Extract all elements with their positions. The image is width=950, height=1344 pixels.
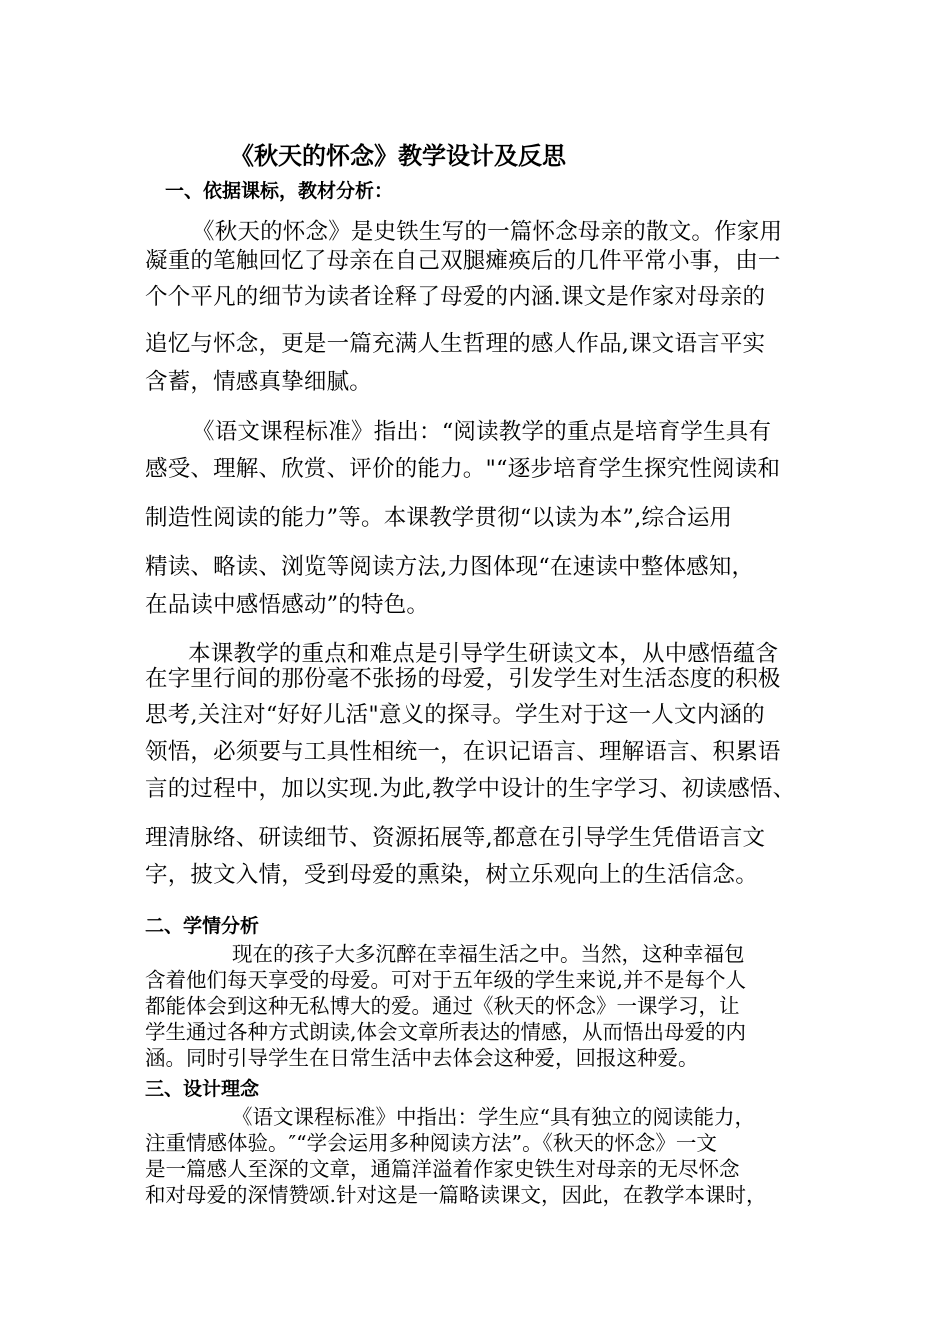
paragraph-line: 都能体会到这种无私博大的爱。通过《秋天的怀念》一课学习，让 [145, 994, 740, 1018]
section-heading-design-philosophy: 三、设计理念 [145, 1078, 260, 1100]
paragraph-line: 含蓄，情感真挚细腻。 [145, 369, 373, 395]
paragraph-line: 言的过程中，加以实现.为此,教学中设计的生字学习、初读感悟、 [145, 776, 796, 802]
paragraph-line: 是一篇感人至深的文章，通篇洋溢着作家史铁生对母亲的无尽怀念 [145, 1157, 740, 1181]
paragraph-line: 《秋天的怀念》是史铁生写的一篇怀念母亲的散文。作家用 [192, 219, 783, 245]
paragraph-line: 字，披文入情，受到母爱的熏染，树立乐观向上的生活信念。 [145, 862, 758, 888]
paragraph-line: 《语文课程标准》中指出：学生应“具有独立的阅读能力， [232, 1105, 755, 1129]
paragraph-line: 学生通过各种方式朗读,体会文章所表达的情感，从而悟出母爱的内 [145, 1020, 747, 1044]
paragraph-line: 领悟，必须要与工具性相统一，在识记语言、理解语言、积累语 [145, 739, 781, 765]
paragraph-line: 个个平凡的细节为读者诠释了母爱的内涵.课文是作家对母亲的 [145, 284, 766, 310]
paragraph-line: 涵。同时引导学生在日常生活中去体会这种爱，回报这种爱。 [145, 1046, 699, 1070]
paragraph-line: 现在的孩子大多沉醉在幸福生活之中。当然，这种幸福包 [232, 942, 745, 966]
paragraph-line: 在品读中感悟感动”的特色。 [145, 592, 430, 618]
section-heading-learner-analysis: 二、学情分析 [145, 915, 260, 937]
paragraph-line: 和对母爱的深情赞颂.针对这是一篇略读课文，因此，在教学本课时， [145, 1183, 767, 1207]
paragraph-line: 在字里行间的那份毫不张扬的母爱，引发学生对生活态度的积极 [145, 666, 781, 692]
section-heading-analysis: 一、依据课标，教材分析： [165, 180, 394, 202]
paragraph-line: 追忆与怀念，更是一篇充满人生哲理的感人作品,课文语言平实 [145, 331, 766, 357]
paragraph-line: 凝重的笔触回忆了母亲在自己双腿瘫痪后的几件平常小事，由一 [145, 248, 781, 274]
document-title: 《秋天的怀念》教学设计及反思 [230, 142, 566, 170]
paragraph-line: 含着他们每天享受的母爱。可对于五年级的学生来说,并不是每个人 [145, 968, 747, 992]
paragraph-line: 注重情感体验。″“学会运用多种阅读方法”。《秋天的怀念》一文 [145, 1131, 717, 1155]
paragraph-line: 感受、理解、欣赏、评价的能力。"“逐步培育学生探究性阅读和 [145, 456, 781, 482]
paragraph-line: 思考,关注对“好好儿活"意义的探寻。学生对于这一人文内涵的 [145, 702, 765, 728]
paragraph-line: 理清脉络、研读细节、资源拓展等,都意在引导学生凭借语言文 [145, 825, 766, 851]
paragraph-line: 本课教学的重点和难点是引导学生研读文本，从中感悟蕴含 [188, 641, 779, 667]
paragraph-line: 《语文课程标准》指出：“阅读教学的重点是培育学生具有 [192, 419, 772, 445]
paragraph-line: 精读、略读、浏览等阅读方法,力图体现“在速读中整体感知， [145, 554, 755, 580]
paragraph-line: 制造性阅读的能力”等。本课教学贯彻“以读为本”,综合运用 [145, 505, 733, 531]
